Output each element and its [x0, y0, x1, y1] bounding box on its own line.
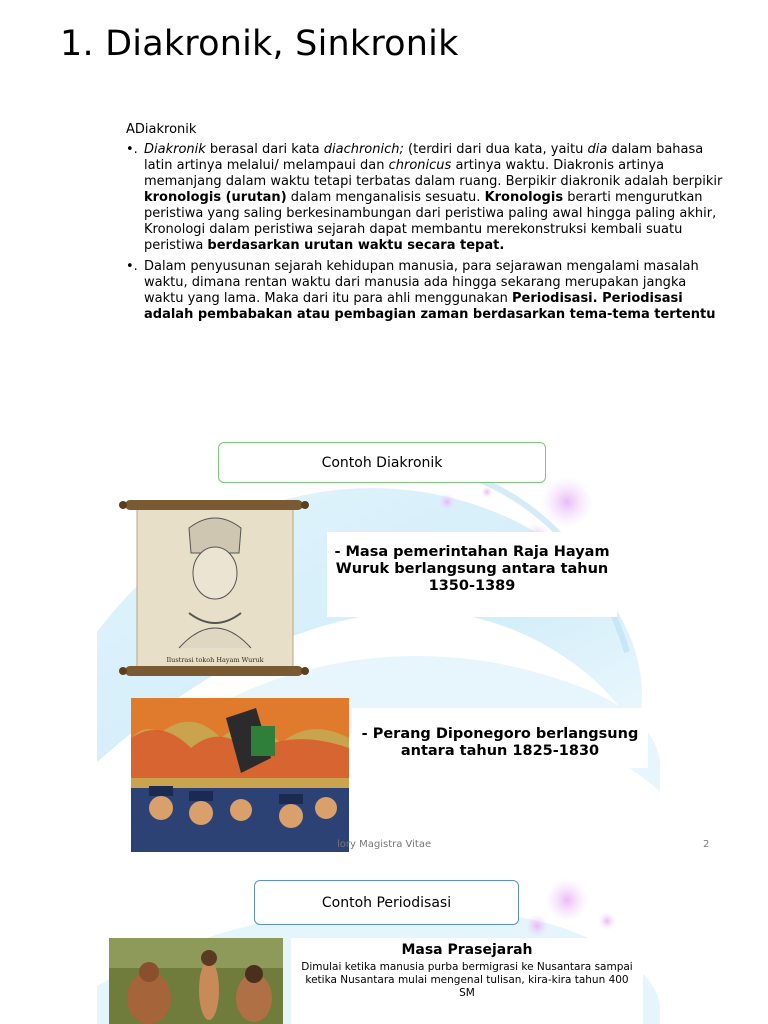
slide-footer-text: lory Magistra Vitae	[337, 839, 432, 850]
term-dia: dia	[587, 142, 608, 157]
bullet-mark: •.	[126, 142, 138, 157]
slide-page-number: 2	[703, 839, 710, 850]
perang-diponegoro-image	[131, 698, 349, 852]
card-title: Masa Prasejarah	[401, 942, 533, 958]
card-body: Dimulai ketika manusia purba bermigrasi ke Nusantara sampai ketika Nusantara mulai mengenal tulisan, kira-kira tahun 400 SM	[301, 961, 633, 999]
bullet-list	[126, 142, 726, 323]
slide-contoh-periodisasi	[97, 866, 660, 1024]
term-chronicus: chronicus	[388, 158, 452, 173]
scroll-caption: Ilustrasi tokoh Hayam Wuruk	[166, 656, 264, 664]
content-block	[126, 122, 726, 328]
section-heading: ADiakronik	[126, 122, 197, 137]
text-run: (terdiri dari dua kata, yaitu	[403, 142, 588, 157]
perang-diponegoro-card: - Perang Diponegoro berlangsung antara tahun 1825-1830	[352, 708, 648, 768]
slide-heading-box	[254, 880, 519, 925]
page-title: 1. Diakronik, Sinkronik	[60, 24, 459, 64]
bullet-item-diakronik	[126, 142, 726, 254]
text-run: dalam menganalisis sesuatu.	[286, 190, 485, 205]
masa-prasejarah-card	[291, 938, 643, 1024]
emphasis-kronologis: Kronologis	[484, 190, 564, 205]
text-run: Dalam penyusunan sejarah kehidupan manusia, para sejarawan mengalami masalah waktu, dimana rentan waktu dari manusia ada hingga sekarang merupakan jangka waktu yang lama. Maka dari itu para ahli menggunakan	[144, 259, 699, 306]
slide-contoh-diakronik	[97, 432, 710, 857]
hayam-wuruk-card: - Masa pemerintahan Raja Hayam Wuruk berlangsung antara tahun 1350-1389	[327, 532, 617, 617]
prasejarah-image	[109, 938, 283, 1024]
term-diakronik: Diakronik	[144, 142, 206, 157]
emphasis-periodisasi: Periodisasi. Periodisasi adalah pembabakan atau pembagian zaman berdasarkan tema-tema tertentu	[144, 291, 716, 322]
bullet-mark: •.	[126, 259, 138, 274]
hayam-wuruk-scroll-image	[119, 498, 309, 678]
emphasis-kronologis-urutan: kronologis (urutan)	[144, 190, 287, 205]
text-run: artinya waktu. Diakronis artinya memanjang dalam waktu tetapi terbatas dalam ruang. Berpikir diakronik adalah berpikir	[144, 158, 723, 189]
text-run: berarti mengurutkan peristiwa yang saling berkesinambungan dari peristiwa paling awal hingga paling akhir, Kronologi dalam peristiwa sejarah dapat membantu merekonstruksi kembali suatu peristiwa	[144, 190, 717, 253]
slide-heading: Contoh Diakronik	[321, 454, 443, 471]
emphasis-urutan-waktu: berdasarkan urutan waktu secara tepat.	[207, 238, 505, 253]
term-diachronich: diachronich;	[323, 142, 404, 157]
slide-heading-box	[218, 442, 546, 483]
text-run: berasal dari kata	[205, 142, 324, 157]
slide-heading: Contoh Periodisasi	[321, 894, 452, 911]
text-run: dalam bahasa latin artinya melalui/ melampaui dan	[144, 142, 704, 173]
bullet-item-periodisasi	[126, 259, 726, 323]
